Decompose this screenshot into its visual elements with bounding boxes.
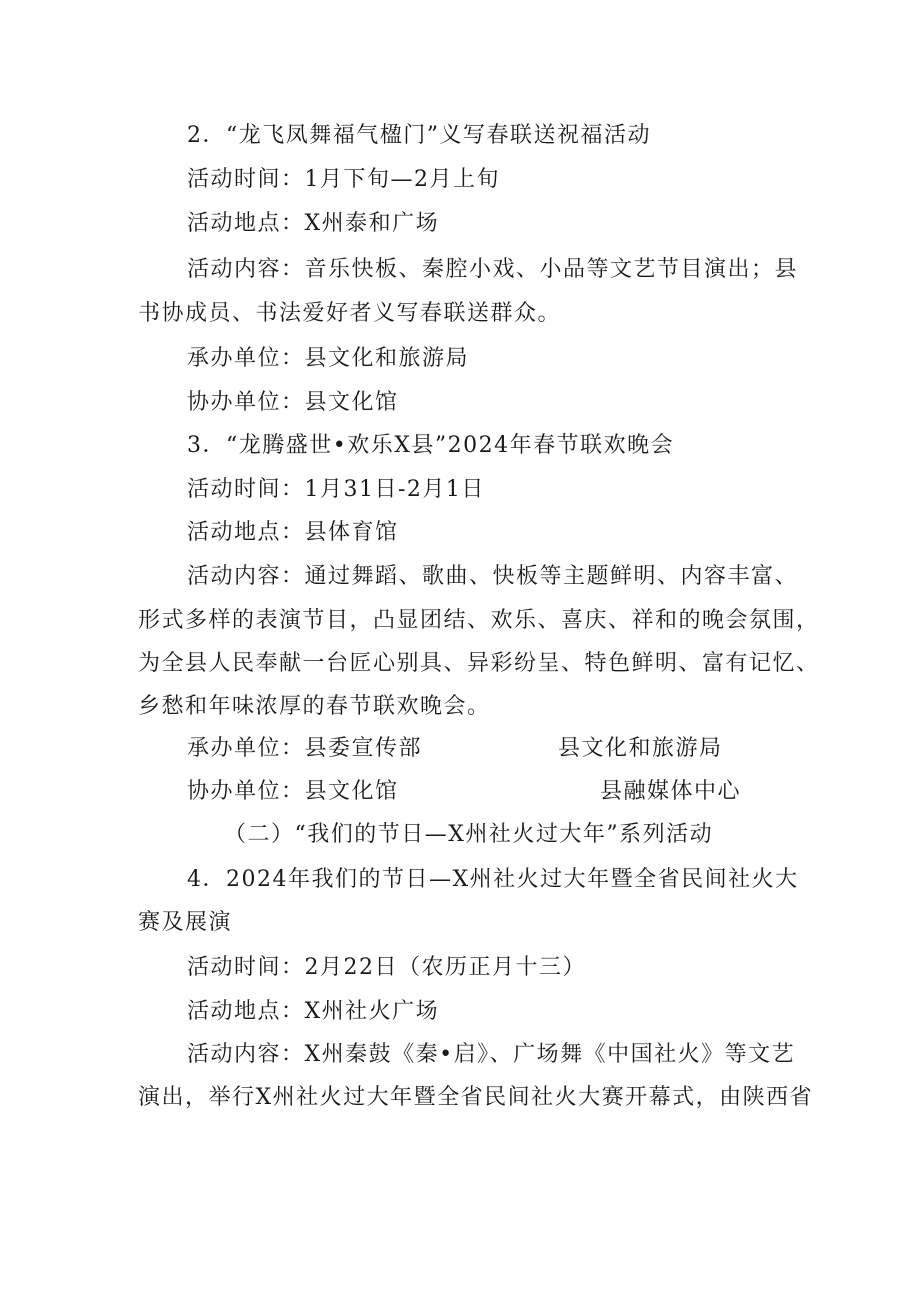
item-heading-continued: 赛及展演 — [138, 910, 233, 935]
activity-content-continued: 书协成员、书法爱好者义写春联送群众。 — [138, 301, 562, 326]
activity-content-continued: 演出，举行X州社火过大年暨全省民间社火大赛开幕式，由陕西省 — [138, 1085, 814, 1110]
item-heading: 3．“龙腾盛世•欢乐X县”2024年春节联欢晚会 — [187, 433, 675, 458]
organizer: 承办单位：县委宣传部 — [187, 736, 423, 761]
section-heading: （二）“我们的节日—X州社火过大年”系列活动 — [224, 822, 714, 847]
item-heading: 4．2024年我们的节日—X州社火过大年暨全省民间社火大 — [187, 867, 799, 892]
item-heading: 2．“龙飞凤舞福气楹门”义写春联送祝福活动 — [187, 123, 651, 148]
activity-content: 活动内容：X州秦鼓《秦•启》、广场舞《中国社火》等文艺 — [187, 1042, 796, 1067]
activity-place: 活动地点：县体育馆 — [187, 520, 399, 545]
activity-content: 活动内容：音乐快板、秦腔小戏、小品等文艺节目演出；县 — [187, 257, 799, 282]
organizer: 承办单位：县文化和旅游局 — [187, 346, 470, 371]
activity-content-continued: 为全县人民奉献一台匠心别具、异彩纷呈、特色鲜明、富有记忆、 — [138, 651, 820, 676]
activity-time: 活动时间：1月31日-2月1日 — [187, 477, 485, 502]
organizer-second: 县文化和旅游局 — [558, 736, 723, 761]
activity-place: 活动地点：X州泰和广场 — [187, 211, 440, 236]
activity-content-continued: 乡愁和年味浓厚的春节联欢晚会。 — [138, 694, 491, 719]
co-organizer: 协办单位：县文化馆 — [187, 390, 399, 415]
activity-time: 活动时间：2月22日（农历正月十三） — [187, 955, 586, 980]
activity-time: 活动时间：1月下旬—2月上旬 — [187, 167, 500, 192]
activity-content-continued: 形式多样的表演节目，凸显团结、欢乐、喜庆、祥和的晚会氛围， — [138, 608, 820, 633]
activity-place: 活动地点：X州社火广场 — [187, 999, 440, 1024]
co-organizer-second: 县融媒体中心 — [600, 779, 742, 804]
co-organizer: 协办单位：县文化馆 — [187, 779, 399, 804]
activity-content: 活动内容：通过舞蹈、歌曲、快板等主题鲜明、内容丰富、 — [187, 564, 799, 589]
